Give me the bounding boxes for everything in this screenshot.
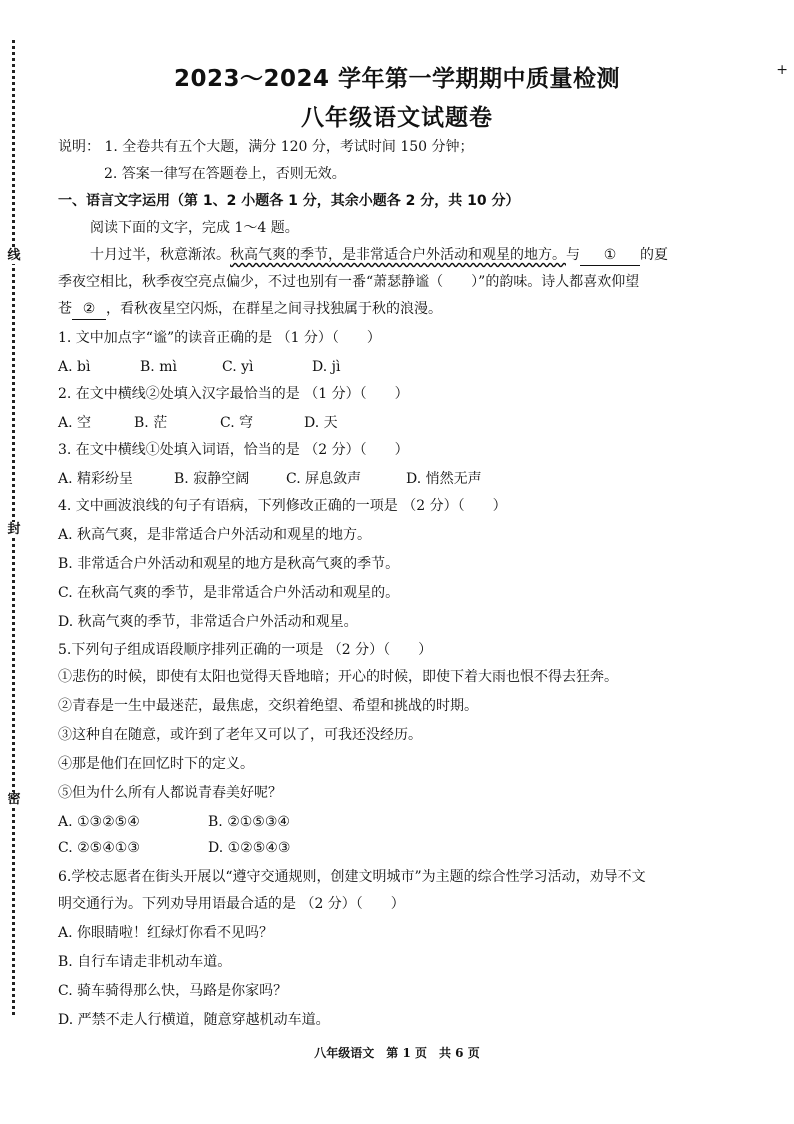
option-b: B. 茫 (134, 415, 168, 431)
option-b: B. ②①⑤③④ (208, 814, 290, 830)
question-3-options (58, 469, 482, 489)
passage-text: 的夏 (640, 247, 668, 263)
binding-margin (6, 40, 21, 1015)
option-a: A. ①③②⑤④ (58, 814, 140, 830)
question-6-option-c: C. 骑车骑得那么快，马路是你家吗？ (58, 983, 288, 999)
page-footer: 八年级语文 第 1 页 共 6 页 (314, 1046, 480, 1060)
question-4-stem: 4. 文中画波浪线的句子有语病，下列修改正确的一项是 （2 分）（ ） (58, 498, 507, 514)
option-d: D. ①②⑤④③ (208, 840, 291, 856)
option-d: D. 天 (304, 415, 338, 431)
question-3-stem: 3. 在文中横线①处填入词语，恰当的是 （2 分）（ ） (58, 442, 409, 458)
option-a: A. bì (58, 359, 91, 375)
question-1-options (58, 357, 340, 377)
question-2-options (58, 413, 338, 433)
notes-line-1 (58, 137, 474, 157)
question-5-options-row-1 (58, 812, 290, 832)
option-c: C. yì (222, 359, 254, 375)
option-d: D. 悄然无声 (406, 471, 482, 487)
passage-text: ，看秋夜星空闪烁，在群星之间寻找独属于秋的浪漫。 (106, 301, 442, 317)
passage-line-1 (90, 245, 668, 266)
question-6-option-d: D. 严禁不走人行横道，随意穿越机动车道。 (58, 1012, 330, 1028)
question-4-option-d: D. 秋高气爽的季节，非常适合户外活动和观星。 (58, 614, 358, 630)
binding-label-xian: 线 (7, 248, 21, 263)
option-c: C. ②⑤④①③ (58, 840, 140, 856)
notes-item-1: 1. 全卷共有五个大题，满分 120 分，考试时间 150 分钟； (104, 139, 474, 155)
option-d: D. jì (312, 359, 341, 375)
wavy-sentence: 秋高气爽的季节，是非常适合户外活动和观星的地方。 (230, 247, 566, 263)
passage-text: 苍 (58, 301, 72, 317)
option-a: A. 空 (58, 415, 92, 431)
question-5-stem: 5.下列句子组成语段顺序排列正确的一项是 （2 分）（ ） (58, 642, 433, 658)
question-1-stem: 1. 文中加点字“谧”的读音正确的是 （1 分）（ ） (58, 330, 381, 346)
notes-item-2: 2. 答案一律写在答题卷上，否则无效。 (104, 166, 346, 182)
question-5-sentence-5: ⑤但为什么所有人都说青春美好呢？ (58, 785, 282, 801)
question-6-option-b: B. 自行车请走非机动车道。 (58, 954, 232, 970)
exam-title: 2023～2024 学年第一学期期中质量检测 (173, 66, 621, 92)
passage-line-2: 季夜空相比，秋季夜空亮点偏少，不过也别有一番“萧瑟静谧（ ）”的韵味。诗人都喜欢仰望 (58, 274, 640, 290)
section-instruction: 阅读下面的文字，完成 1～4 题。 (90, 220, 299, 236)
question-5-sentence-2: ②青春是一生中最迷茫，最焦虑，交织着绝望、希望和挑战的时期。 (58, 698, 478, 714)
corner-mark: + (776, 62, 788, 78)
question-5-sentence-4: ④那是他们在回忆时下的定义。 (58, 756, 254, 772)
question-5-sentence-3: ③这种自在随意，或许到了老年又可以了，可我还没经历。 (58, 727, 422, 743)
passage-text: 与 (566, 247, 580, 263)
binding-label-feng: 封 (7, 522, 21, 537)
blank-1: ① (580, 245, 640, 266)
option-b: B. 寂静空阔 (174, 471, 250, 487)
question-5-options-row-2 (58, 838, 290, 858)
binding-label-mi: 密 (7, 792, 21, 807)
section-heading: 一、语言文字运用（第 1、2 小题各 1 分，其余小题各 2 分，共 10 分） (58, 193, 520, 209)
passage-text: 十月过半，秋意渐浓。 (90, 247, 230, 263)
blank-2: ② (72, 299, 106, 320)
question-4-option-b: B. 非常适合户外活动和观星的地方是秋高气爽的季节。 (58, 556, 400, 572)
question-4-option-c: C. 在秋高气爽的季节，是非常适合户外活动和观星的。 (58, 585, 400, 601)
question-2-stem: 2. 在文中横线②处填入汉字最恰当的是 （1 分）（ ） (58, 386, 409, 402)
option-c: C. 穹 (220, 415, 254, 431)
exam-subtitle: 八年级语文试题卷 (301, 105, 493, 131)
notes-label: 说明： (58, 139, 100, 155)
question-6-option-a: A. 你眼睛啦！红绿灯你看不见吗？ (58, 925, 274, 941)
option-b: B. mì (140, 359, 177, 375)
question-4-option-a: A. 秋高气爽，是非常适合户外活动和观星的地方。 (58, 527, 372, 543)
option-a: A. 精彩纷呈 (58, 471, 134, 487)
option-c: C. 屏息敛声 (286, 471, 362, 487)
question-5-sentence-1: ①悲伤的时候，即使有太阳也觉得天昏地暗；开心的时候，即使下着大雨也恨不得去狂奔。 (58, 669, 618, 685)
passage-line-3 (58, 299, 442, 320)
question-6-stem-2: 明交通行为。下列劝导用语最合适的是 （2 分）（ ） (58, 896, 405, 912)
question-6-stem-1: 6.学校志愿者在街头开展以“遵守交通规则，创建文明城市”为主题的综合性学习活动，劝导不文 (58, 869, 646, 885)
